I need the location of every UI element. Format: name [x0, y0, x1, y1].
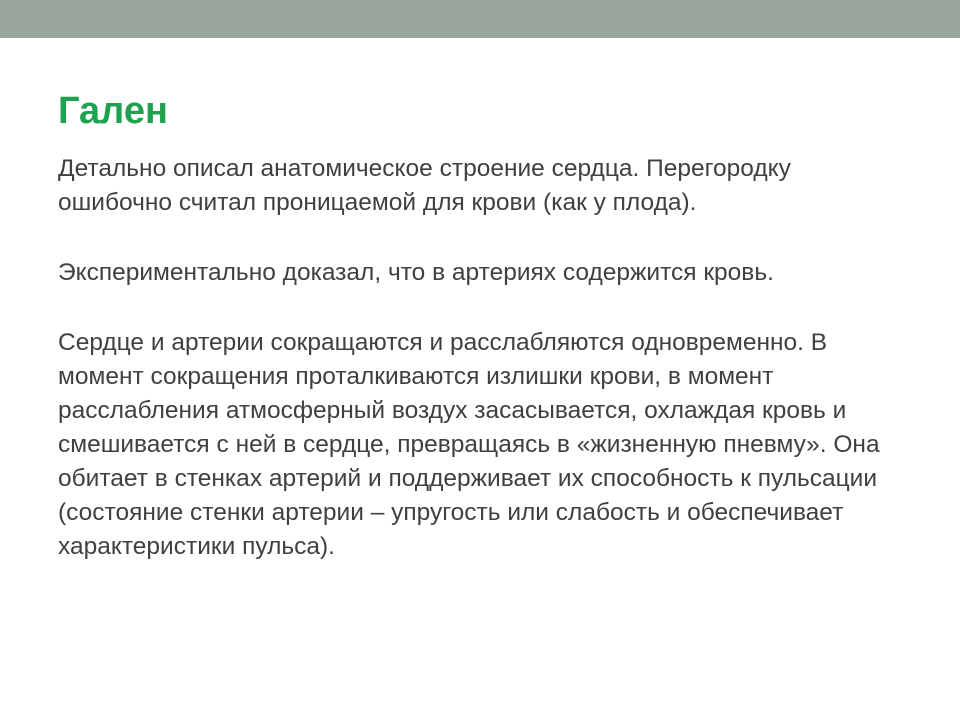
top-decorative-bar: [0, 0, 960, 38]
paragraph-anatomy: Детально описал анатомическое строение сердца. Перегородку ошибочно считал проницаемой для крови (как у плода).: [58, 155, 791, 216]
paragraph-arteries-blood: Экспериментально доказал, что в артериях содержится кровь.: [58, 259, 774, 286]
slide-body: [58, 152, 908, 600]
paragraph-pneuma: Сердце и артерии сокращаются и расслабляются одновременно. В момент сокращения проталкиваются излишки крови, в момент расслабления атмосферный воздух засасывается, охлаждая кровь и смешивается с ней в сердце, превращаясь в «жизненную пневму». Она обитает в стенках артерий и поддерживает их способность к пульсации (состояние стенки артерии – упругость или слабость и обеспечивает характеристики пульса).: [58, 329, 880, 560]
slide-title: Гален: [58, 90, 168, 132]
